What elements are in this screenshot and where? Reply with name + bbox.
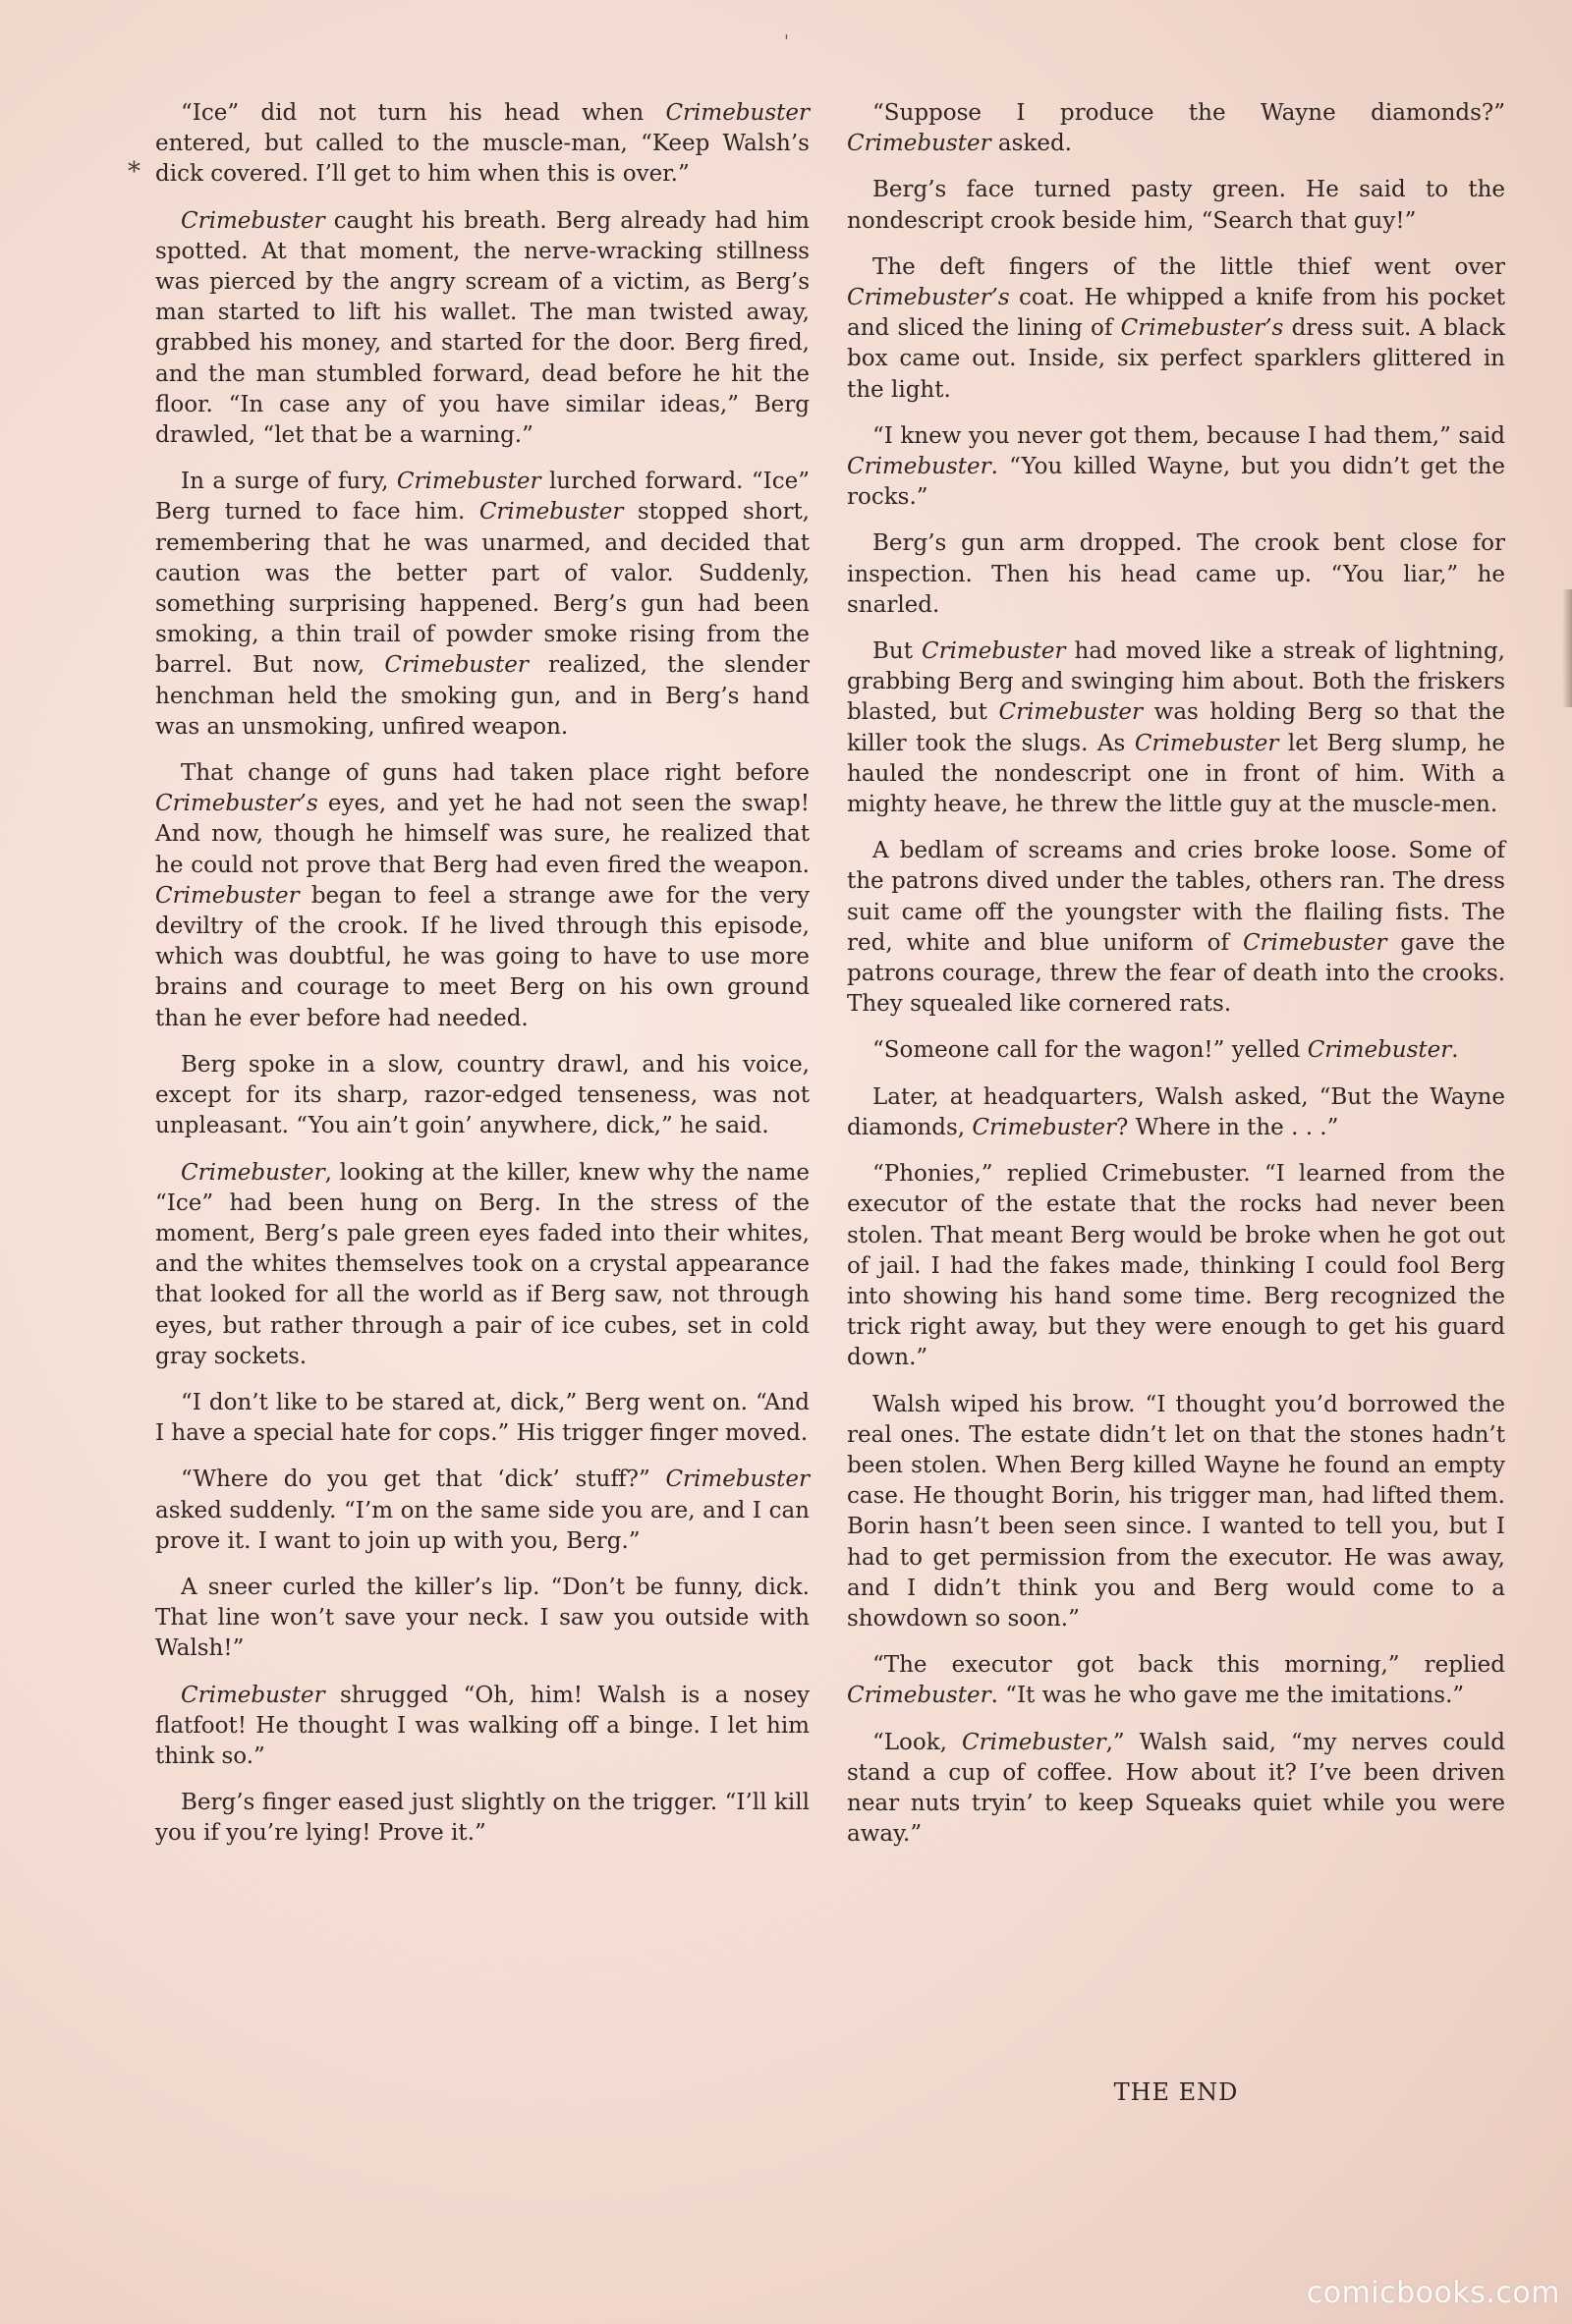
italic-name: Crimebuster	[181, 1159, 325, 1186]
text-run: “The executor got back this morning,” replied	[872, 1652, 1505, 1679]
story-paragraph	[847, 1159, 1505, 1373]
text-run: That change of guns had taken place right before	[181, 760, 810, 787]
text-run: “Phonies,” replied Crimebuster. “I learned from the executor of the estate that the rocks had never been stolen. That meant Berg would be broke when he got out of jail. I had the fakes made, thinking I could fool Berg into showing his hand some time. Berg recognized the trick right away, but they were enough to get his guard down.”	[847, 1161, 1505, 1371]
page-mark: '	[784, 31, 789, 52]
story-paragraph	[847, 1082, 1505, 1143]
story-paragraph	[155, 467, 810, 743]
story-paragraph	[155, 1681, 810, 1773]
left-text-column	[155, 98, 810, 1865]
story-paragraph	[155, 98, 810, 191]
story-paragraph	[847, 528, 1505, 621]
text-run: was holding Berg so that the killer took the slugs. As	[847, 699, 1506, 756]
story-paragraph	[847, 175, 1505, 236]
italic-name: Crimebuster’s	[1120, 315, 1284, 342]
page-edge-shadow	[1562, 589, 1572, 707]
text-run: Later, at headquarters, Walsh asked, “But the Wayne diamonds,	[847, 1083, 1505, 1140]
text-run: . “You killed Wayne, but you didn’t get the rocks.”	[847, 454, 1505, 511]
text-run: Berg’s finger eased just slightly on the trigger. “I’ll kill you if you’re lying! Prove it.”	[155, 1790, 810, 1847]
text-run: The deft fingers of the little thief went over	[872, 253, 1505, 280]
italic-name: Crimebuster	[384, 652, 529, 679]
text-run: , looking at the killer, knew why the name “Ice” had been hung on Berg. In the stress of the moment, Berg’s pale green eyes faded into their whites, and the whites themselves took on a crystal appearance that looked for all the world as if Berg saw, not through eyes, but rather through a pair of ice cubes, set in cold gray sockets.	[155, 1159, 810, 1369]
story-end-label: THE END	[1113, 2078, 1239, 2106]
story-paragraph	[155, 1158, 810, 1372]
text-run: Berg spoke in a slow, country drawl, and his voice, except for its sharp, razor-edged tenseness, was not unpleasant. “You ain’t goin’ anywhere, dick,” he said.	[155, 1051, 810, 1139]
text-run: Berg’s face turned pasty green. He said to the nondescript crook beside him, “Search that guy!”	[847, 177, 1505, 234]
text-run: In a surge of fury,	[181, 469, 397, 495]
italic-name: Crimebuster	[962, 1729, 1106, 1755]
story-paragraph	[847, 1650, 1505, 1711]
text-run: gave the patrons courage, threw the fear of death into the crooks. They squealed like cornered rats.	[847, 929, 1505, 1018]
story-paragraph	[847, 1035, 1505, 1066]
text-run: “Where do you get that ‘dick’ stuff?”	[181, 1466, 666, 1493]
italic-name: Crimebuster	[1307, 1037, 1452, 1064]
italic-name: Crimebuster	[396, 469, 541, 495]
italic-name: Crimebuster	[478, 499, 624, 526]
story-paragraph	[155, 1465, 810, 1557]
text-run: A sneer curled the killer’s lip. “Don’t be funny, dick. That line won’t save your neck. I saw you outside with Walsh!”	[155, 1574, 810, 1662]
italic-name: Crimebuster	[998, 699, 1144, 726]
text-run: asked suddenly. “I’m on the same side you are, and I can prove it. I want to join up with you, Berg.”	[155, 1497, 810, 1554]
text-run: “Suppose I produce the Wayne diamonds?”	[872, 100, 1505, 126]
italic-name: Crimebuster	[665, 1466, 810, 1493]
story-paragraph	[847, 836, 1505, 1020]
text-run: “I don’t like to be stared at, dick,” Berg went on. “And I have a special hate for cops.” His trigger finger moved.	[155, 1389, 810, 1447]
italic-name: Crimebuster	[155, 882, 300, 909]
text-run: “I knew you never got them, because I had them,” said	[872, 422, 1505, 449]
italic-name: Crimebuster	[1134, 730, 1279, 756]
text-run: asked.	[990, 131, 1072, 157]
text-run: eyes, and yet he had not seen the swap! And now, though he himself was sure, he realized that he could not prove that Berg had even fired the weapon.	[155, 791, 810, 878]
italic-name: Crimebuster’s	[155, 791, 318, 817]
text-run: realized, the slender henchman held the smoking gun, and in Berg’s hand was an unsmoking, unfired weapon.	[155, 652, 810, 740]
story-paragraph	[847, 1390, 1505, 1635]
margin-asterisk: *	[128, 157, 140, 187]
story-paragraph	[155, 1573, 810, 1665]
text-run: entered, but called to the muscle-man, “Keep Walsh’s dick covered. I’ll get to him when this is over.”	[155, 131, 810, 188]
text-run: shrugged “Oh, him! Walsh is a nosey flatfoot! He thought I was walking off a binge. I let him think so.”	[155, 1682, 810, 1769]
text-run: . “It was he who gave me the imitations.”	[990, 1683, 1465, 1709]
italic-name: Crimebuster	[921, 638, 1066, 665]
site-watermark: comicbooks.com	[1306, 2276, 1560, 2310]
italic-name: Crimebuster	[665, 100, 810, 126]
story-paragraph	[847, 98, 1505, 159]
text-run: “Someone call for the wagon!” yelled	[872, 1037, 1308, 1064]
story-paragraph	[155, 206, 810, 452]
story-paragraph	[847, 421, 1505, 514]
text-run: ,” Walsh said, “my nerves could stand a cup of coffee. How about it? I’ve been driven near nuts tryin’ to keep Squeaks quiet while you were away.”	[847, 1729, 1505, 1848]
italic-name: Crimebuster	[847, 131, 991, 157]
italic-name: Crimebuster	[847, 1683, 991, 1709]
story-paragraph	[155, 1050, 810, 1142]
text-run: caught his breath. Berg already had him spotted. At that moment, the nerve-wracking stillness was pierced by the angry scream of a victim, as Berg’s man started to lift his wallet. The man twisted away, grabbed his money, and started for the door. Berg fired, and the man stumbled forward, dead before he hit the floor. “In case any of you have similar ideas,” Berg drawled, “let that be a warning.”	[155, 207, 810, 449]
text-run: had moved like a streak of lightning, grabbing Berg and swinging him about. Both the friskers blasted, but	[847, 638, 1505, 726]
text-run: “Look,	[872, 1729, 962, 1755]
text-run: lurched forward. “Ice” Berg turned to face him.	[155, 469, 810, 526]
text-run: A bedlam of screams and cries broke loose. Some of the patrons dived under the tables, others ran. The dress suit came off the youngster with the flailing fists. The red, white and blue uniform of	[847, 838, 1505, 956]
story-paragraph	[155, 758, 810, 1034]
right-text-column	[847, 98, 1505, 1865]
story-paragraph	[847, 252, 1505, 406]
story-paragraph	[155, 1788, 810, 1849]
story-paragraph	[847, 636, 1505, 820]
story-paragraph	[847, 1728, 1505, 1851]
text-run: began to feel a strange awe for the very deviltry of the crook. If he lived through this episode, which was doubtful, he was going to have to use more brains and courage to meet Berg on his own ground than he ever before had needed.	[155, 882, 810, 1031]
italic-name: Crimebuster	[1242, 929, 1387, 956]
text-run: “Ice” did not turn his head when	[181, 100, 666, 126]
text-run: let Berg slump, he hauled the nondescript one in front of him. With a mighty heave, he threw the little guy at the muscle-men.	[847, 730, 1505, 818]
text-run: Berg’s gun arm dropped. The crook bent close for inspection. Then his head came up. “You liar,” he snarled.	[847, 530, 1505, 618]
italic-name: Crimebuster’s	[847, 285, 1010, 311]
story-paragraph	[155, 1388, 810, 1449]
text-run: stopped short, remembering that he was unarmed, and decided that caution was the better part of valor. Suddenly, something surprising happened. Berg’s gun had been smoking, a thin trail of powder smoke rising from the barrel. But now,	[155, 499, 810, 679]
italic-name: Crimebuster	[181, 207, 325, 234]
italic-name: Crimebuster	[972, 1114, 1116, 1140]
italic-name: Crimebuster	[847, 454, 991, 480]
text-run: But	[872, 638, 922, 665]
text-run: ? Where in the . . .”	[1115, 1114, 1339, 1140]
text-run: .	[1451, 1037, 1459, 1064]
text-run: dress suit. A black box came out. Inside, six perfect sparklers glittered in the light.	[847, 315, 1505, 403]
text-run: Walsh wiped his brow. “I thought you’d borrowed the real ones. The estate didn’t let on that the stones hadn’t been stolen. When Berg killed Wayne he found an empty case. He thought Borin, his trigger man, had lifted them. Borin hasn’t been seen since. I wanted to tell you, but I had to get permission from the executor. He was away, and I didn’t think you and Berg would come to a showdown so soon.”	[847, 1391, 1505, 1632]
italic-name: Crimebuster	[181, 1682, 325, 1708]
text-run: coat. He whipped a knife from his pocket and sliced the lining of	[847, 285, 1505, 342]
